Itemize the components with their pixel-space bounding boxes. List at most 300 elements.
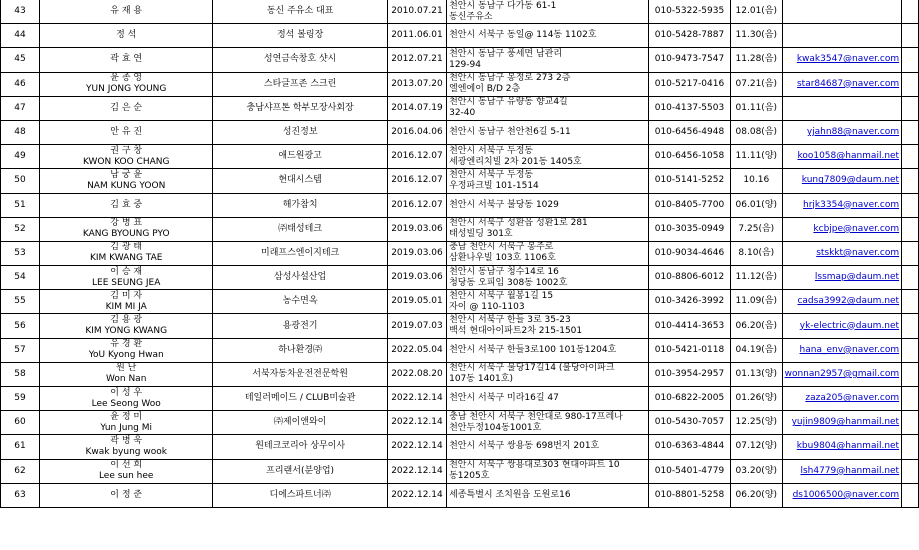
row-number: 48: [14, 127, 26, 138]
table-row: [1, 120, 919, 144]
phone-cell: [648, 266, 730, 290]
birthday-cell: [730, 459, 782, 483]
email-cell: [782, 48, 901, 72]
date-cell: [387, 120, 446, 144]
extra-cell: [902, 483, 919, 507]
table-row: [1, 338, 919, 362]
table-row: [1, 169, 919, 193]
address-line-2: 세광엔리치빌 2차 201동 1405호: [449, 156, 582, 167]
email-cell: [782, 338, 901, 362]
person-name-english: Lee sun hee: [98, 471, 154, 482]
join-date: 2022.12.14: [391, 417, 443, 428]
row-number-cell: [1, 48, 40, 72]
phone-number: 010-3426-3992: [654, 296, 725, 307]
extra-cell: [902, 96, 919, 120]
row-number: 52: [14, 223, 26, 234]
birthday: 07.21(음): [735, 78, 778, 89]
row-number-cell: [1, 459, 40, 483]
date-cell: [387, 72, 446, 96]
row-number-cell: [1, 338, 40, 362]
birthday-cell: [730, 290, 782, 314]
email-link[interactable]: hana_env@naver.com: [799, 344, 900, 355]
date-cell: [387, 217, 446, 241]
address-cell: [447, 459, 649, 483]
company-cell: [213, 411, 387, 435]
phone-number: 010-5322-5935: [654, 6, 725, 17]
table-row: [1, 362, 919, 386]
person-name: 권 구 창: [110, 145, 143, 156]
table-row: [1, 24, 919, 48]
row-number-cell: [1, 169, 40, 193]
company-name: 정석 볼링장: [276, 30, 324, 41]
phone-number: 010-5430-7057: [654, 417, 725, 428]
company-cell: [213, 338, 387, 362]
join-date: 2019.03.06: [391, 247, 443, 258]
company-cell: [213, 483, 387, 507]
birthday-cell: [730, 217, 782, 241]
row-number-cell: [1, 72, 40, 96]
phone-number: 010-8801-5258: [654, 489, 725, 500]
date-cell: [387, 24, 446, 48]
join-date: 2019.07.03: [391, 320, 443, 331]
name-cell: [40, 290, 213, 314]
date-cell: [387, 96, 446, 120]
extra-cell: [902, 338, 919, 362]
date-cell: [387, 266, 446, 290]
address-line-1: 천안시 동남구 다가동 61-1: [449, 0, 557, 11]
address-line-2: 천안두정104동1001호: [449, 422, 542, 433]
row-number: 46: [14, 78, 26, 89]
email-cell: [782, 362, 901, 386]
address-line-2: 우정파크빌 101-1514: [449, 180, 539, 191]
extra-cell: [902, 241, 919, 265]
row-number-cell: [1, 24, 40, 48]
birthday: 8.10(음): [738, 247, 775, 258]
name-cell: [40, 266, 213, 290]
date-cell: [387, 0, 446, 24]
table-row: [1, 459, 919, 483]
phone-cell: [648, 435, 730, 459]
phone-number: 010-5141-5252: [654, 175, 725, 186]
company-name: 테일러메이드 / CLUB미술관: [244, 393, 356, 404]
birthday-cell: [730, 362, 782, 386]
address-line-1: 충남 천안시 서북구 천안대로 980-17프레나: [449, 411, 623, 422]
phone-cell: [648, 193, 730, 217]
table-row: [1, 387, 919, 411]
table-body: [1, 0, 919, 507]
company-cell: [213, 0, 387, 24]
extra-cell: [902, 145, 919, 169]
name-cell: [40, 435, 213, 459]
phone-number: 010-4414-3653: [654, 320, 725, 331]
birthday: 06.01(양): [735, 199, 778, 210]
date-cell: [387, 411, 446, 435]
person-name: 곽 효 연: [110, 54, 143, 65]
address-cell: [447, 266, 649, 290]
birthday-cell: [730, 266, 782, 290]
extra-cell: [902, 435, 919, 459]
address-line-1: 천안시 서북구 불당동 1029: [449, 199, 559, 210]
phone-number: 010-8405-7700: [654, 199, 725, 210]
phone-number: 010-3954-2957: [654, 368, 725, 379]
name-cell: [40, 48, 213, 72]
company-cell: [213, 169, 387, 193]
address-line-1: 천안시 서북구 두정동: [449, 145, 534, 156]
table-row: [1, 241, 919, 265]
company-cell: [213, 193, 387, 217]
company-name: 스타글프존 스크린: [263, 78, 337, 89]
table-row: [1, 217, 919, 241]
phone-cell: [648, 72, 730, 96]
email-link[interactable]: star84687@naver.com: [796, 78, 900, 89]
address-line-2: 32-40: [449, 108, 476, 119]
address-line-1: 천안시 서북구 동일@ 114동 1102호: [449, 30, 597, 41]
row-number-cell: [1, 483, 40, 507]
row-number-cell: [1, 145, 40, 169]
phone-cell: [648, 411, 730, 435]
email-link[interactable]: hrjk3354@naver.com: [803, 199, 900, 210]
birthday-cell: [730, 241, 782, 265]
name-cell: [40, 241, 213, 265]
person-name: 윤 종 영: [110, 73, 143, 84]
address-line-1: 천안시 동남구 유량동 향교4길: [449, 97, 568, 108]
name-cell: [40, 169, 213, 193]
row-number: 56: [14, 320, 26, 331]
join-date: 2022.12.14: [391, 393, 443, 404]
extra-cell: [902, 120, 919, 144]
phone-cell: [648, 96, 730, 120]
phone-cell: [648, 217, 730, 241]
extra-cell: [902, 314, 919, 338]
name-cell: [40, 362, 213, 386]
email-cell: [782, 193, 901, 217]
row-number: 50: [14, 175, 26, 186]
address-line-2: 백석 현대아이파트2차 215-1501: [449, 326, 583, 337]
join-date: 2016.12.07: [391, 151, 443, 162]
phone-cell: [648, 145, 730, 169]
phone-cell: [648, 24, 730, 48]
address-cell: [447, 241, 649, 265]
email-link[interactable]: yk-electric@daum.net: [799, 320, 900, 331]
email-link[interactable]: kcbjpe@naver.com: [813, 223, 900, 234]
email-cell: [782, 72, 901, 96]
email-link[interactable]: yujin9809@hanmail.net: [791, 417, 900, 428]
person-name: 강 병 표: [110, 218, 143, 229]
person-name: 정 석: [116, 30, 137, 41]
company-name: 미래프스엔이지테크: [261, 247, 340, 258]
phone-number: 010-8806-6012: [654, 272, 725, 283]
name-cell: [40, 24, 213, 48]
extra-cell: [902, 24, 919, 48]
phone-cell: [648, 169, 730, 193]
address-cell: [447, 290, 649, 314]
join-date: 2013.07.20: [391, 78, 443, 89]
company-name: 삼성사설산업: [274, 272, 327, 283]
row-number: 53: [14, 247, 26, 258]
birthday: 07.12(양): [735, 441, 778, 452]
company-name: 동신 주유소 대표: [266, 6, 334, 17]
address-cell: [447, 314, 649, 338]
birthday: 11.28(음): [735, 54, 778, 65]
email-cell: [782, 266, 901, 290]
phone-number: 010-5401-4779: [654, 465, 725, 476]
phone-cell: [648, 459, 730, 483]
birthday: 11.09(음): [735, 296, 778, 307]
birthday: 06.20(음): [735, 320, 778, 331]
table-row: [1, 435, 919, 459]
email-link[interactable]: stskkt@naver.com: [816, 247, 900, 258]
email-cell: [782, 24, 901, 48]
person-name-english: KIM MI JA: [105, 301, 147, 312]
birthday: 11.30(음): [735, 30, 778, 41]
company-cell: [213, 241, 387, 265]
email-link[interactable]: lsh4779@hanmail.net: [800, 465, 900, 476]
extra-cell: [902, 411, 919, 435]
table-row: [1, 72, 919, 96]
row-number-cell: [1, 362, 40, 386]
table-row: [1, 96, 919, 120]
birthday-cell: [730, 96, 782, 120]
phone-cell: [648, 0, 730, 24]
email-link[interactable]: yjahn88@naver.com: [806, 127, 900, 138]
address-cell: [447, 435, 649, 459]
person-name-english: YoU Kyong Hwan: [88, 350, 164, 361]
person-name: 안 유 진: [110, 127, 143, 138]
company-name: 현대시스템: [278, 175, 322, 186]
date-cell: [387, 48, 446, 72]
company-name: 해가참치: [282, 199, 318, 210]
company-cell: [213, 387, 387, 411]
phone-number: 010-9034-4646: [654, 247, 725, 258]
email-link[interactable]: koo1058@hanmail.net: [797, 151, 900, 162]
email-link[interactable]: kbu9804@hanmail.net: [796, 441, 900, 452]
birthday-cell: [730, 169, 782, 193]
address-line-2: 107동 1401호): [449, 374, 513, 385]
company-name: 디에스파트너㈜: [269, 489, 331, 500]
email-link[interactable]: zaza205@naver.com: [805, 393, 900, 404]
name-cell: [40, 387, 213, 411]
email-link[interactable]: wonnan2957@gmail.com: [784, 368, 900, 379]
address-line-1: 천안시 동남구 풍세면 남관리: [449, 48, 563, 59]
row-number: 62: [14, 465, 26, 476]
address-cell: [447, 120, 649, 144]
address-line-1: 천안시 서북구 불당17길14 (불당아이파크: [449, 363, 615, 374]
name-cell: [40, 193, 213, 217]
person-name-english: NAM KUNG YOON: [87, 180, 166, 191]
address-line-1: 천안시 서북구 한들3로100 101동1204호: [449, 344, 617, 355]
table-row: [1, 483, 919, 507]
address-line-2: 엘엔에이 B/D 2층: [449, 84, 521, 95]
row-number: 45: [14, 54, 26, 65]
company-cell: [213, 145, 387, 169]
person-name: 이 성 우: [110, 387, 143, 398]
company-name: 하나환경㈜: [278, 344, 323, 355]
birthday: 06.20(양): [735, 489, 778, 500]
address-cell: [447, 362, 649, 386]
person-name: 이 선 희: [110, 460, 143, 471]
extra-cell: [902, 72, 919, 96]
birthday-cell: [730, 48, 782, 72]
name-cell: [40, 145, 213, 169]
company-name: 성진정보: [282, 127, 318, 138]
address-cell: [447, 217, 649, 241]
address-line-1: 천안시 동남구 봉정로 273 2층: [449, 73, 571, 84]
email-link[interactable]: ds1006500@naver.com: [792, 489, 900, 500]
row-number-cell: [1, 193, 40, 217]
address-cell: [447, 0, 649, 24]
address-line-2: 태성빌딩 301호: [449, 229, 513, 240]
row-number: 51: [14, 199, 26, 210]
birthday: 01.11(음): [735, 102, 778, 113]
address-cell: [447, 72, 649, 96]
birthday: 11.12(음): [735, 272, 778, 283]
phone-number: 010-3035-0949: [654, 223, 725, 234]
row-number: 60: [14, 417, 26, 428]
address-line-1: 세종특별시 조치원읍 도원로16: [449, 489, 571, 500]
company-cell: [213, 72, 387, 96]
birthday-cell: [730, 0, 782, 24]
table-row: [1, 145, 919, 169]
address-line-1: 천안시 서북구 한들 3로 35-23: [449, 315, 571, 326]
name-cell: [40, 459, 213, 483]
join-date: 2010.07.21: [391, 6, 443, 17]
email-cell: [782, 241, 901, 265]
date-cell: [387, 169, 446, 193]
company-name: 용광전기: [282, 320, 318, 331]
email-cell: [782, 411, 901, 435]
row-number: 43: [14, 6, 26, 17]
extra-cell: [902, 266, 919, 290]
birthday-cell: [730, 387, 782, 411]
phone-number: 010-6363-4844: [654, 441, 725, 452]
person-name: 남 궁 윤: [110, 169, 143, 180]
company-name: 애드원광고: [278, 151, 322, 162]
table-row: [1, 290, 919, 314]
name-cell: [40, 72, 213, 96]
phone-cell: [648, 338, 730, 362]
company-cell: [213, 362, 387, 386]
address-line-1: 천안시 서북구 쌍용대로303 현대아파트 10: [449, 460, 620, 471]
person-name: 김 은 순: [110, 102, 143, 113]
join-date: 2016.04.06: [391, 127, 443, 138]
phone-number: 010-6456-1058: [654, 151, 725, 162]
address-line-1: 천안시 서북구 월봉1길 15: [449, 290, 554, 301]
join-date: 2022.12.14: [391, 465, 443, 476]
date-cell: [387, 362, 446, 386]
date-cell: [387, 387, 446, 411]
birthday: 11.11(양): [735, 151, 778, 162]
person-name: 윤 정 미: [110, 411, 143, 422]
join-date: 2019.03.06: [391, 272, 443, 283]
name-cell: [40, 0, 213, 24]
person-name: 김 광 태: [110, 242, 143, 253]
person-name: 이 승 재: [110, 266, 143, 277]
phone-number: 010-9473-7547: [654, 54, 725, 65]
join-date: 2019.05.01: [391, 296, 443, 307]
company-name: 충남샤프톤 학부모장사회장: [246, 102, 354, 113]
person-name: 김 미 자: [110, 290, 143, 301]
person-name-english: YUN JONG YOUNG: [86, 84, 167, 95]
person-name-english: Yun Jung Mi: [100, 422, 153, 433]
address-cell: [447, 387, 649, 411]
address-cell: [447, 483, 649, 507]
person-name: 이 정 준: [110, 489, 143, 500]
phone-cell: [648, 48, 730, 72]
birthday-cell: [730, 72, 782, 96]
email-cell: [782, 290, 901, 314]
person-name: 곽 병 욱: [110, 435, 143, 446]
address-line-2: 동신주유소: [449, 11, 493, 22]
date-cell: [387, 314, 446, 338]
company-name: 성연금속창호 샷시: [263, 54, 337, 65]
name-cell: [40, 217, 213, 241]
join-date: 2011.06.01: [391, 30, 443, 41]
person-name-english: LEE SEUNG JEA: [92, 277, 161, 288]
table-row: [1, 266, 919, 290]
address-cell: [447, 145, 649, 169]
extra-cell: [902, 290, 919, 314]
row-number: 59: [14, 393, 26, 404]
name-cell: [40, 338, 213, 362]
email-link[interactable]: kung7809@daum.net: [801, 175, 900, 186]
birthday: 03.20(양): [735, 465, 778, 476]
person-name-english: Lee Seong Woo: [91, 398, 161, 409]
row-number-cell: [1, 290, 40, 314]
person-name: 유 재 용: [110, 6, 143, 17]
date-cell: [387, 145, 446, 169]
join-date: 2022.12.14: [391, 441, 443, 452]
company-cell: [213, 24, 387, 48]
row-number: 63: [14, 489, 26, 500]
email-cell: [782, 435, 901, 459]
email-cell: [782, 387, 901, 411]
address-line-2: 129-94: [449, 59, 481, 70]
join-date: 2016.12.07: [391, 199, 443, 210]
email-cell: [782, 120, 901, 144]
email-cell: [782, 0, 901, 24]
row-number-cell: [1, 411, 40, 435]
person-name-english: KIM KWANG TAE: [89, 253, 163, 264]
person-name-english: KWON KOO CHANG: [82, 156, 170, 167]
person-name: 김 효 중: [110, 199, 143, 210]
address-line-2: 삼환나우빌 103호 1106호: [449, 253, 556, 264]
email-link[interactable]: kwak3547@naver.com: [796, 54, 900, 65]
address-cell: [447, 411, 649, 435]
email-link[interactable]: cadsa3992@daum.net: [797, 296, 900, 307]
extra-cell: [902, 459, 919, 483]
join-date: 2022.08.20: [391, 368, 443, 379]
person-name: 원 난: [116, 363, 137, 374]
birthday-cell: [730, 435, 782, 459]
name-cell: [40, 483, 213, 507]
row-number-cell: [1, 314, 40, 338]
birthday: 12.01(음): [735, 6, 778, 17]
address-line-1: 충남 천안시 서북구 봉주로: [449, 242, 554, 253]
birthday: 12.25(양): [735, 417, 778, 428]
name-cell: [40, 314, 213, 338]
extra-cell: [902, 217, 919, 241]
name-cell: [40, 411, 213, 435]
birthday-cell: [730, 24, 782, 48]
row-number-cell: [1, 217, 40, 241]
join-date: 2012.07.21: [391, 54, 443, 65]
address-line-2: 자이 @ 110-1103: [449, 301, 525, 312]
row-number-cell: [1, 96, 40, 120]
birthday: 7.25(음): [738, 223, 775, 234]
phone-number: 010-6822-2005: [654, 393, 725, 404]
email-link[interactable]: lssmap@daum.net: [814, 272, 900, 283]
address-line-2: 동1205호: [449, 471, 490, 482]
